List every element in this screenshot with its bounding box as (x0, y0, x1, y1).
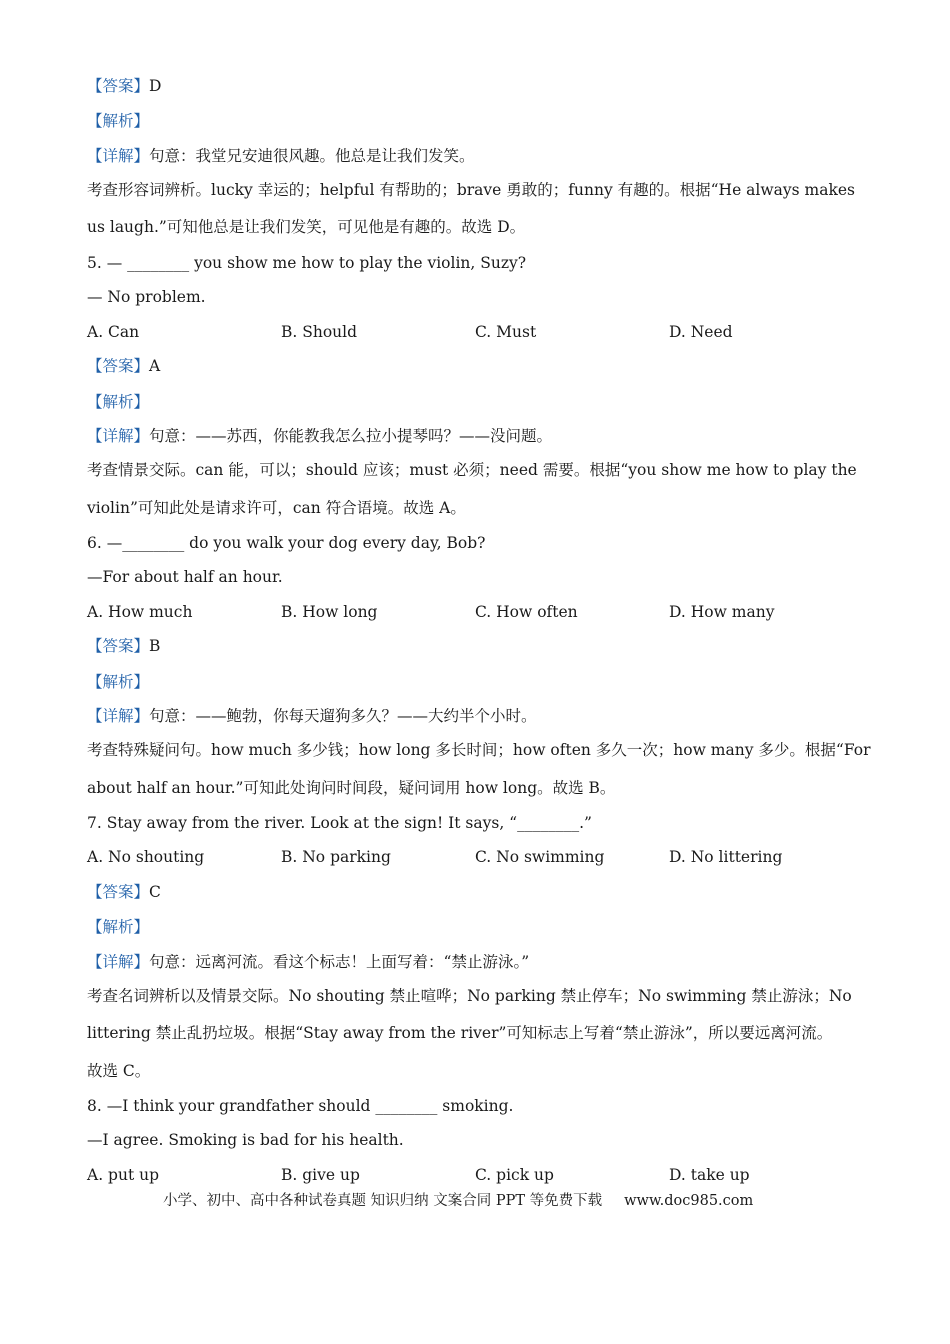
answer-value: B (149, 637, 161, 655)
text-line (87, 778, 870, 798)
option-b: B. How long (281, 603, 378, 621)
text-line (87, 217, 870, 237)
answer-value: D (149, 77, 162, 95)
detail-line (87, 426, 870, 446)
option-a: A. No shouting (87, 848, 205, 866)
detail-tag: 【详解】 (87, 953, 150, 971)
line-text: — No problem. (87, 288, 206, 306)
page-footer (163, 1191, 753, 1211)
answer-value: C (149, 883, 161, 901)
text-line (87, 460, 870, 480)
text-line (87, 287, 870, 307)
option-d: D. Need (669, 323, 733, 341)
line-text: 句意：我堂兄安迪很风趣。他总是让我们发笑。 (149, 147, 475, 165)
answer-line (87, 356, 870, 376)
answer-tag: 【答案】 (87, 637, 150, 655)
detail-tag: 【详解】 (87, 427, 150, 445)
detail-tag: 【详解】 (87, 707, 150, 725)
text-line (87, 813, 870, 833)
detail-line (87, 952, 870, 972)
line-text: 8. —I think your grandfather should ________ smoking. (87, 1097, 514, 1115)
option-a: A. put up (87, 1166, 160, 1184)
line-text: us laugh.”可知他总是让我们发笑，可见他是有趣的。故选 D。 (87, 218, 526, 236)
text-line (87, 740, 870, 760)
analysis-heading (87, 917, 870, 937)
text-line (87, 253, 870, 273)
option-c: C. How often (475, 603, 578, 621)
answer-value: A (149, 357, 161, 375)
detail-tag: 【详解】 (87, 147, 150, 165)
analysis-heading (87, 111, 870, 131)
line-text: —For about half an hour. (87, 568, 283, 586)
option-b: B. Should (281, 323, 358, 341)
line-text: 6. —________ do you walk your dog every day, Bob? (87, 534, 486, 552)
answer-line (87, 882, 870, 902)
line-text: 7. Stay away from the river. Look at the sign! It says, “________.” (87, 814, 592, 832)
jiexi-tag: 【解析】 (87, 112, 150, 130)
footer-url[interactable]: www.doc985.com (624, 1193, 754, 1209)
text-line (87, 1130, 870, 1150)
option-b: B. give up (281, 1166, 360, 1184)
line-text: 句意：——苏西，你能教我怎么拉小提琴吗？——没问题。 (149, 427, 553, 445)
option-d: D. No littering (669, 848, 783, 866)
line-text: 句意：——鲍勃，你每天遛狗多久？——大约半个小时。 (149, 707, 537, 725)
answer-tag: 【答案】 (87, 77, 150, 95)
footer-text: 小学、初中、高中各种试卷真题 知识归纳 文案合同 PPT 等免费下载 (163, 1193, 603, 1209)
option-c: C. Must (475, 323, 537, 341)
text-line (87, 533, 870, 553)
answer-line (87, 636, 870, 656)
option-c: C. No swimming (475, 848, 605, 866)
line-text: violin”可知此处是请求许可，can 符合语境。故选 A。 (87, 499, 466, 517)
jiexi-tag: 【解析】 (87, 393, 150, 411)
text-line (87, 986, 870, 1006)
line-text: —I agree. Smoking is bad for his health. (87, 1131, 404, 1149)
line-text: 句意：远离河流。看这个标志！上面写着：“禁止游泳。” (149, 953, 530, 971)
text-line (87, 1023, 870, 1043)
answer-tag: 【答案】 (87, 883, 150, 901)
line-text: 考查名词辨析以及情景交际。No shouting 禁止喧哗；No parking 禁止停车；No swimming 禁止游泳；No (87, 987, 852, 1005)
jiexi-tag: 【解析】 (87, 918, 150, 936)
line-text: 考查情景交际。can 能，可以；should 应该；must 必须；need 需要。根据“you show me how to play the (87, 461, 857, 479)
jiexi-tag: 【解析】 (87, 673, 150, 691)
text-line (87, 180, 870, 200)
line-text: littering 禁止乱扔垃圾。根据“Stay away from the river”可知标志上写着“禁止游泳”，所以要远离河流。 (87, 1024, 833, 1042)
answer-tag: 【答案】 (87, 357, 150, 375)
option-a: A. Can (87, 323, 140, 341)
text-line (87, 498, 870, 518)
option-c: C. pick up (475, 1166, 554, 1184)
line-text: 故选 C。 (87, 1062, 151, 1080)
answer-line (87, 76, 870, 96)
line-text: 考查形容词辨析。lucky 幸运的；helpful 有帮助的；brave 勇敢的；funny 有趣的。根据“He always makes (87, 181, 855, 199)
text-line (87, 1096, 870, 1116)
option-d: D. How many (669, 603, 775, 621)
text-line (87, 1061, 870, 1081)
option-a: A. How much (87, 603, 193, 621)
line-text: 5. — ________ you show me how to play the violin, Suzy? (87, 254, 527, 272)
line-text: about half an hour.”可知此处询问时间段，疑问词用 how long。故选 B。 (87, 779, 616, 797)
line-text: 考查特殊疑问句。how much 多少钱；how long 多长时间；how often 多久一次；how many 多少。根据“For (87, 741, 871, 759)
option-d: D. take up (669, 1166, 750, 1184)
detail-line (87, 146, 870, 166)
option-b: B. No parking (281, 848, 391, 866)
analysis-heading (87, 672, 870, 692)
text-line (87, 567, 870, 587)
analysis-heading (87, 392, 870, 412)
detail-line (87, 706, 870, 726)
